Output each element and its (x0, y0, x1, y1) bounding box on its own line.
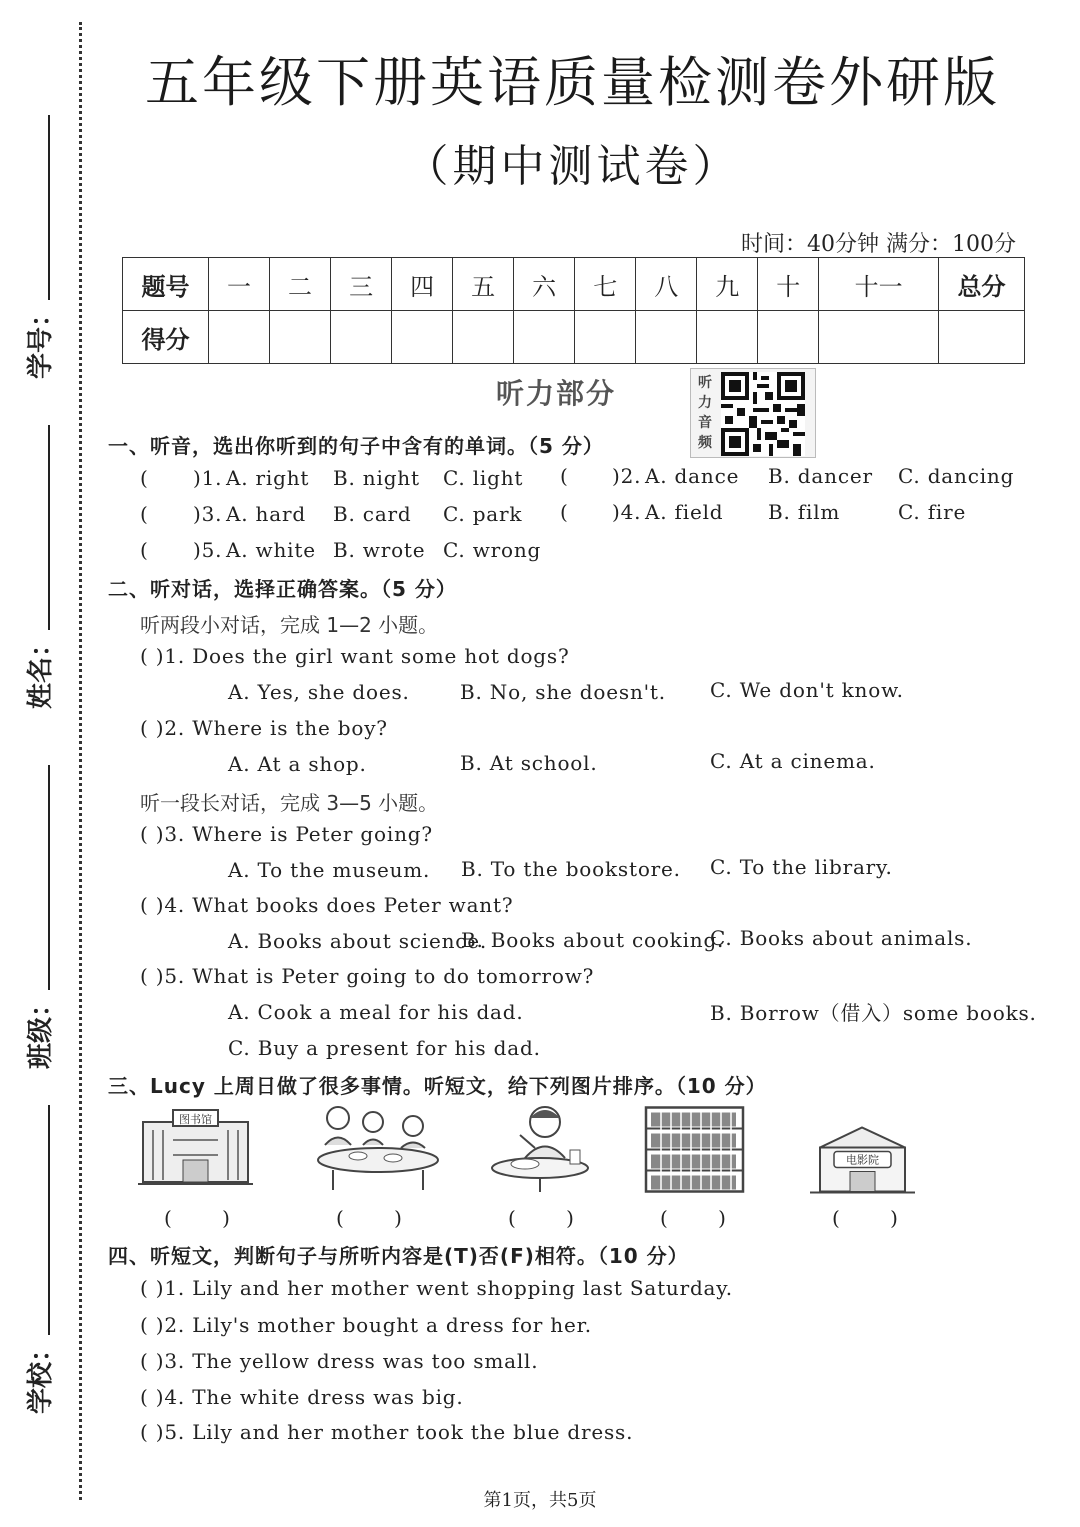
s1-q4-num: )4. (612, 500, 642, 524)
class-label: 班级： (25, 990, 56, 1069)
col-total: 总分 (939, 258, 1025, 311)
qr-code-icon (721, 372, 805, 456)
school-field (18, 1105, 58, 1414)
picture-4-blank[interactable]: ( ) (660, 1206, 748, 1230)
s2-q1: ( )1. Does the girl want some hot dogs? (140, 644, 570, 668)
score-table (122, 257, 1025, 364)
section-4-title: 四、听短文，判断句子与所听内容是(T)否(F)相符。（10 分） (108, 1244, 689, 1268)
time-score-info: 时间：40分钟 满分：100分 (741, 232, 1016, 257)
score-cell[interactable] (392, 311, 453, 364)
s4-q3: ( )3. The yellow dress was too small. (140, 1349, 539, 1373)
s4-q4: ( )4. The white dress was big. (140, 1385, 464, 1409)
qr-code-block[interactable] (690, 368, 816, 458)
row-label-question-no: 题号 (123, 258, 209, 311)
s2-q1-a: A. Yes, she does. (228, 680, 410, 704)
col-7: 七 (575, 258, 636, 311)
s1-q5-b: B. wrote (333, 538, 426, 562)
s2-q5-b: B. Borrow（借入）some books. (710, 1001, 1037, 1025)
library-sign: 图书馆 (179, 1113, 212, 1126)
listening-section-title: 听力部分 (496, 377, 617, 410)
qr-label: 听力音频 (698, 375, 712, 451)
s2-q5: ( )5. What is Peter going to do tomorrow? (140, 964, 595, 988)
score-cell[interactable] (209, 311, 270, 364)
s2-q2-a: A. At a shop. (228, 752, 367, 776)
s2-q2: ( )2. Where is the boy? (140, 716, 388, 740)
s4-q2: ( )2. Lily's mother bought a dress for her. (140, 1313, 592, 1337)
s4-q1: ( )1. Lily and her mother went shopping last Saturday. (140, 1276, 733, 1300)
section-2-title: 二、听对话，选择正确答案。（5 分） (108, 577, 457, 601)
picture-5-blank[interactable]: ( ) (832, 1206, 920, 1230)
s1-q1-b: B. night (333, 466, 420, 490)
s2-q4-b: B. Books about cooking. (461, 928, 725, 952)
s1-q3-b: B. card (333, 502, 412, 526)
section-2-intro-2: 听一段长对话，完成 3—5 小题。 (140, 791, 439, 815)
score-cell[interactable] (819, 311, 939, 364)
s1-q1-num: )1. (193, 466, 223, 490)
school-rule (48, 1105, 50, 1335)
s1-q4-a: A. field (645, 500, 724, 524)
answer-blank[interactable]: ( (140, 466, 148, 490)
s1-q4-c: C. fire (898, 500, 967, 524)
library-picture (138, 1100, 253, 1195)
col-10: 十 (758, 258, 819, 311)
score-cell[interactable] (331, 311, 392, 364)
picture-1-blank[interactable]: ( ) (164, 1206, 252, 1230)
col-8: 八 (636, 258, 697, 311)
score-cell[interactable] (575, 311, 636, 364)
school-label: 学校： (25, 1335, 56, 1414)
name-rule (48, 425, 50, 630)
score-cell[interactable] (453, 311, 514, 364)
col-9: 九 (697, 258, 758, 311)
score-cell[interactable] (270, 311, 331, 364)
picture-2-blank[interactable]: ( ) (336, 1206, 424, 1230)
student-id-label: 学号： (25, 300, 56, 379)
col-1: 一 (209, 258, 270, 311)
page-title: 五年级下册英语质量检测卷外研版 (145, 51, 1000, 114)
answer-blank[interactable]: ( (560, 500, 568, 524)
binding-dotted-line (79, 22, 82, 1500)
section-2-intro-1: 听两段小对话，完成 1—2 小题。 (140, 613, 439, 637)
family-meal-picture (313, 1100, 443, 1195)
s1-q5-c: C. wrong (443, 538, 542, 562)
picture-3-blank[interactable]: ( ) (508, 1206, 596, 1230)
s2-q4: ( )4. What books does Peter want? (140, 893, 514, 917)
col-6: 六 (514, 258, 575, 311)
score-cell[interactable] (514, 311, 575, 364)
s1-q1-a: A. right (226, 466, 310, 490)
s2-q2-b: B. At school. (460, 751, 598, 775)
row-label-score: 得分 (123, 311, 209, 364)
s2-q4-c: C. Books about animals. (710, 926, 973, 950)
class-field (18, 765, 58, 1069)
s1-q2-c: C. dancing (898, 464, 1015, 488)
s2-q3-c: C. To the library. (710, 855, 893, 879)
s1-q1-c: C. light (443, 466, 524, 490)
bookshelf-picture (643, 1102, 746, 1197)
answer-blank[interactable]: ( (560, 464, 568, 488)
s2-q1-c: C. We don't know. (710, 678, 904, 702)
cinema-picture (810, 1112, 915, 1207)
score-cell[interactable] (758, 311, 819, 364)
cinema-sign: 电影院 (846, 1153, 879, 1167)
answer-blank[interactable]: ( (140, 502, 148, 526)
col-3: 三 (331, 258, 392, 311)
s2-q3-a: A. To the museum. (228, 858, 431, 882)
s2-q5-a: A. Cook a meal for his dad. (228, 1000, 524, 1024)
score-cell[interactable] (697, 311, 758, 364)
score-table-score-row (123, 311, 1025, 364)
answer-blank[interactable]: ( (140, 538, 148, 562)
s1-q3-c: C. park (443, 502, 523, 526)
col-11: 十一 (819, 258, 939, 311)
s2-q3-b: B. To the bookstore. (461, 857, 681, 881)
s2-q3: ( )3. Where is Peter going? (140, 822, 433, 846)
section-3-title: 三、Lucy 上周日做了很多事情。听短文，给下列图片排序。（10 分） (108, 1074, 767, 1098)
s1-q3-num: )3. (193, 502, 223, 526)
col-2: 二 (270, 258, 331, 311)
s1-q2-num: )2. (612, 464, 642, 488)
s1-q4-b: B. film (768, 500, 841, 524)
page-subtitle: （期中测试卷） (404, 141, 741, 192)
s1-q3-a: A. hard (226, 502, 306, 526)
col-5: 五 (453, 258, 514, 311)
class-rule (48, 765, 50, 990)
section-1-title: 一、听音，选出你听到的句子中含有的单词。（5 分） (108, 434, 604, 458)
col-4: 四 (392, 258, 453, 311)
s1-q5-num: )5. (193, 538, 223, 562)
score-cell[interactable] (636, 311, 697, 364)
score-table-header-row (123, 258, 1025, 311)
page-footer: 第1页，共5页 (483, 1490, 597, 1511)
girl-eating-picture (490, 1100, 595, 1195)
name-field (18, 425, 58, 709)
name-label: 姓名： (25, 630, 56, 709)
score-cell[interactable] (939, 311, 1025, 364)
s2-q2-c: C. At a cinema. (710, 749, 876, 773)
s2-q1-b: B. No, she doesn't. (460, 680, 666, 704)
s2-q4-a: A. Books about science. (228, 929, 488, 953)
s4-q5: ( )5. Lily and her mother took the blue dress. (140, 1420, 634, 1444)
s1-q2-a: A. dance (645, 464, 740, 488)
s1-q5-a: A. white (226, 538, 316, 562)
s2-q5-c: C. Buy a present for his dad. (228, 1036, 541, 1060)
s1-q2-b: B. dancer (768, 464, 873, 488)
